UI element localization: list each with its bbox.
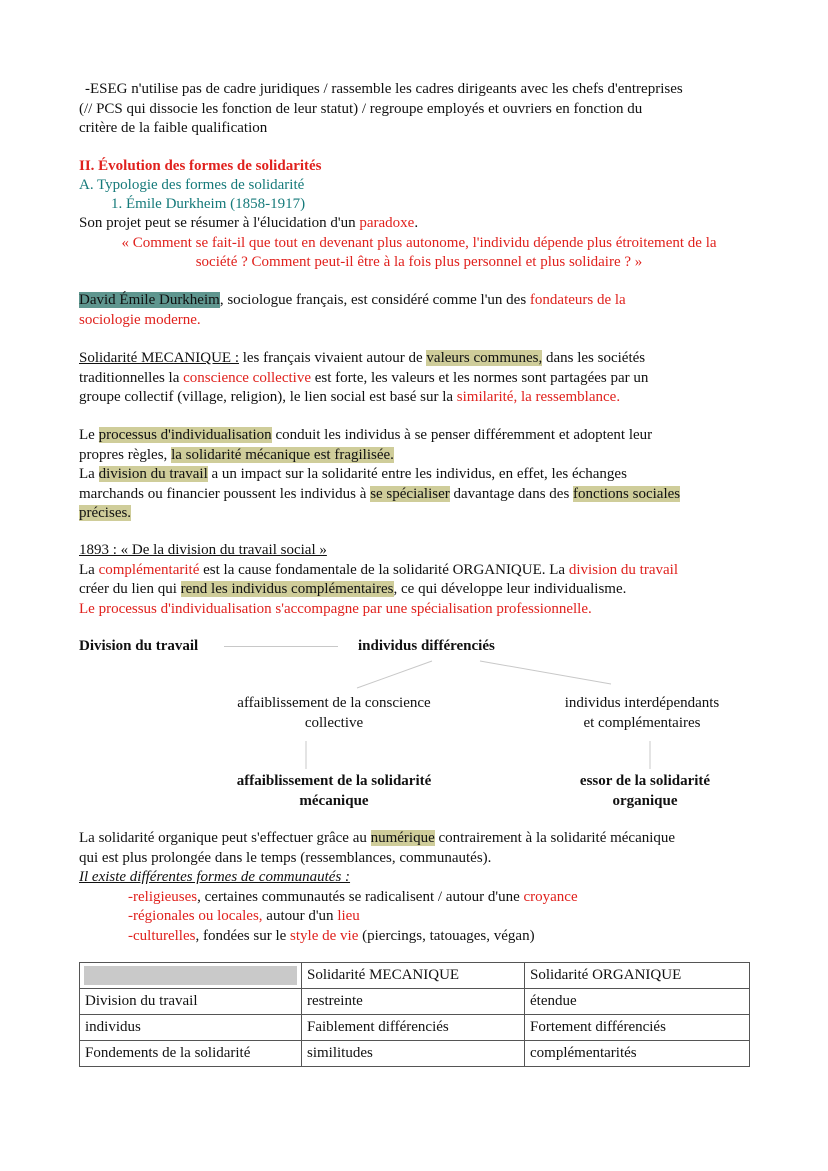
- rend-highlight: rend les individus complémentaires: [180, 581, 394, 597]
- fragile-highlight: la solidarité mécanique est fragilisée.: [171, 446, 394, 463]
- paradoxe-text: paradoxe: [359, 215, 415, 231]
- religieuses-text: -religieuses: [128, 888, 198, 905]
- numerique-highlight: numérique: [370, 830, 435, 846]
- table-cell: Fortement différenciés: [525, 1015, 750, 1041]
- grey-cell-fill: [84, 966, 297, 985]
- text: affaiblissement de la solidarité: [236, 773, 432, 789]
- regionales-text: -régionales ou locales,: [128, 908, 263, 924]
- table-row: [80, 1015, 750, 1041]
- text: dans les sociétés: [542, 350, 646, 366]
- division-highlight: division du travail: [98, 466, 208, 482]
- text: organique: [612, 792, 678, 809]
- text: collective: [304, 714, 364, 731]
- diagram-division: Division du travail: [79, 638, 199, 654]
- similarite-text: similarité, la ressemblance.: [456, 389, 621, 405]
- mecanique-label: Solidarité MECANIQUE :: [79, 350, 239, 366]
- durkheim-text: , sociologue français, est considéré comme l'un des: [219, 292, 530, 308]
- diagram-differencies: individus différenciés: [358, 638, 495, 654]
- text: , ce qui développe leur individualisme.: [393, 581, 627, 597]
- text: qui est plus prolongée dans le temps (ressemblances, communautés).: [79, 849, 492, 866]
- section-subtitle: A. Typologie des formes de solidarité: [79, 177, 305, 193]
- quote-line-2: société ? Comment peut-il être à la fois plus personnel et plus solidaire ? »: [195, 254, 643, 270]
- text: est forte, les valeurs et les normes sont partagées par un: [311, 369, 649, 386]
- text: autour d'un: [262, 908, 338, 924]
- style-de-vie-text: style de vie: [290, 927, 359, 944]
- table-cell: complémentarités: [525, 1041, 750, 1067]
- lieu-text: lieu: [337, 908, 360, 924]
- text: propres règles,: [79, 446, 172, 463]
- diagram-interdependants: [542, 694, 742, 733]
- table-cell: étendue: [525, 989, 750, 1015]
- durkheim-name: David Émile Durkheim: [79, 292, 220, 308]
- numerique-paragraph: [79, 829, 779, 946]
- section-item: 1. Émile Durkheim (1858-1917): [111, 196, 306, 212]
- text: conduit les individus à se penser différemment et adoptent leur: [271, 427, 653, 443]
- table-header-empty: [80, 963, 302, 989]
- text: (piercings, tatouages, végan): [358, 927, 535, 944]
- diagram-mecanique: [214, 772, 454, 811]
- conscience-text: conscience collective: [183, 369, 311, 386]
- text: a un impact sur la solidarité entre les individus, en effet, les échanges: [207, 466, 627, 482]
- text: groupe collectif (village, religion), le lien social est basé sur la: [79, 389, 457, 405]
- text: traditionnelles la: [79, 369, 184, 386]
- diagram-affaiblissement: [214, 694, 454, 733]
- intro-line: -ESEG n'utilise pas de cadre juridiques / rassemble les cadres dirigeants avec les chefs d'entreprises: [85, 81, 683, 97]
- table-cell: Faiblement différenciés: [302, 1015, 525, 1041]
- table-cell: Fondements de la solidarité: [80, 1041, 302, 1067]
- comparison-table: [79, 962, 750, 1067]
- formes-heading: Il existe différentes formes de communautés :: [79, 869, 351, 885]
- intro-line: critère de la faible qualification: [79, 120, 268, 136]
- table-row: [80, 989, 750, 1015]
- projet-text: Son projet peut se résumer à l'élucidation d'un: [79, 215, 360, 231]
- intro-line: (// PCS qui dissocie les fonction de leur statut) / regroupe employés et ouvriers en fonction du: [79, 100, 643, 117]
- table-cell: individus: [80, 1015, 302, 1041]
- text: davantage dans des: [449, 485, 574, 502]
- diagram-organique: [545, 772, 745, 811]
- text: est la cause fondamentale de la solidarité ORGANIQUE. La: [199, 561, 569, 578]
- complementarite-text: complémentarité: [98, 561, 200, 578]
- culturelles-text: -culturelles: [128, 927, 196, 944]
- croyance-text: croyance: [523, 888, 578, 905]
- text: les français vivaient autour de: [238, 350, 427, 366]
- table-row: [80, 1041, 750, 1067]
- text: La: [79, 466, 99, 482]
- year-heading: 1893 : « De la division du travail social »: [79, 542, 327, 558]
- table-cell: restreinte: [302, 989, 525, 1015]
- text: contrairement à la solidarité mécanique: [434, 830, 676, 846]
- fonctions-highlight: fonctions sociales: [573, 485, 681, 502]
- diagram-line-right: [480, 661, 611, 684]
- text: essor de la solidarité: [579, 773, 711, 789]
- table-header: Solidarité MECANIQUE: [302, 963, 525, 989]
- section-title: II. Évolution des formes de solidarités: [79, 158, 322, 174]
- sociologie-text: sociologie moderne.: [79, 311, 201, 328]
- table-cell: similitudes: [302, 1041, 525, 1067]
- text: mécanique: [299, 792, 369, 809]
- text: Le: [79, 427, 99, 443]
- text: et complémentaires: [583, 714, 701, 731]
- specialiser-highlight: se spécialiser: [370, 485, 450, 502]
- table-header: Solidarité ORGANIQUE: [525, 963, 750, 989]
- dot: .: [414, 215, 419, 231]
- table-header-row: [80, 963, 750, 989]
- text: affaiblissement de la conscience: [237, 695, 431, 711]
- text: marchands ou financier poussent les individus à: [79, 485, 371, 502]
- division-text: division du travail: [568, 561, 678, 578]
- table-cell: Division du travail: [80, 989, 302, 1015]
- text: créer du lien qui: [79, 581, 181, 597]
- precises-highlight: précises.: [79, 505, 132, 521]
- text: , certaines communautés se radicalisent / autour d'une: [197, 888, 524, 905]
- text: individus interdépendants: [564, 695, 720, 711]
- diagram-line-left: [357, 661, 432, 688]
- processus-highlight: processus d'individualisation: [98, 427, 272, 443]
- text: La: [79, 561, 99, 578]
- processus-statement: Le processus d'individualisation s'accompagne par une spécialisation professionnelle.: [79, 600, 592, 617]
- text: La solidarité organique peut s'effectuer grâce au: [79, 830, 371, 846]
- quote-line-1: « Comment se fait-il que tout en devenant plus autonome, l'individu dépende plus étroitement de la: [121, 235, 717, 251]
- fondateurs-text: fondateurs de la: [529, 292, 626, 308]
- text: , fondées sur le: [195, 927, 291, 944]
- valeurs-highlight: valeurs communes,: [426, 350, 543, 366]
